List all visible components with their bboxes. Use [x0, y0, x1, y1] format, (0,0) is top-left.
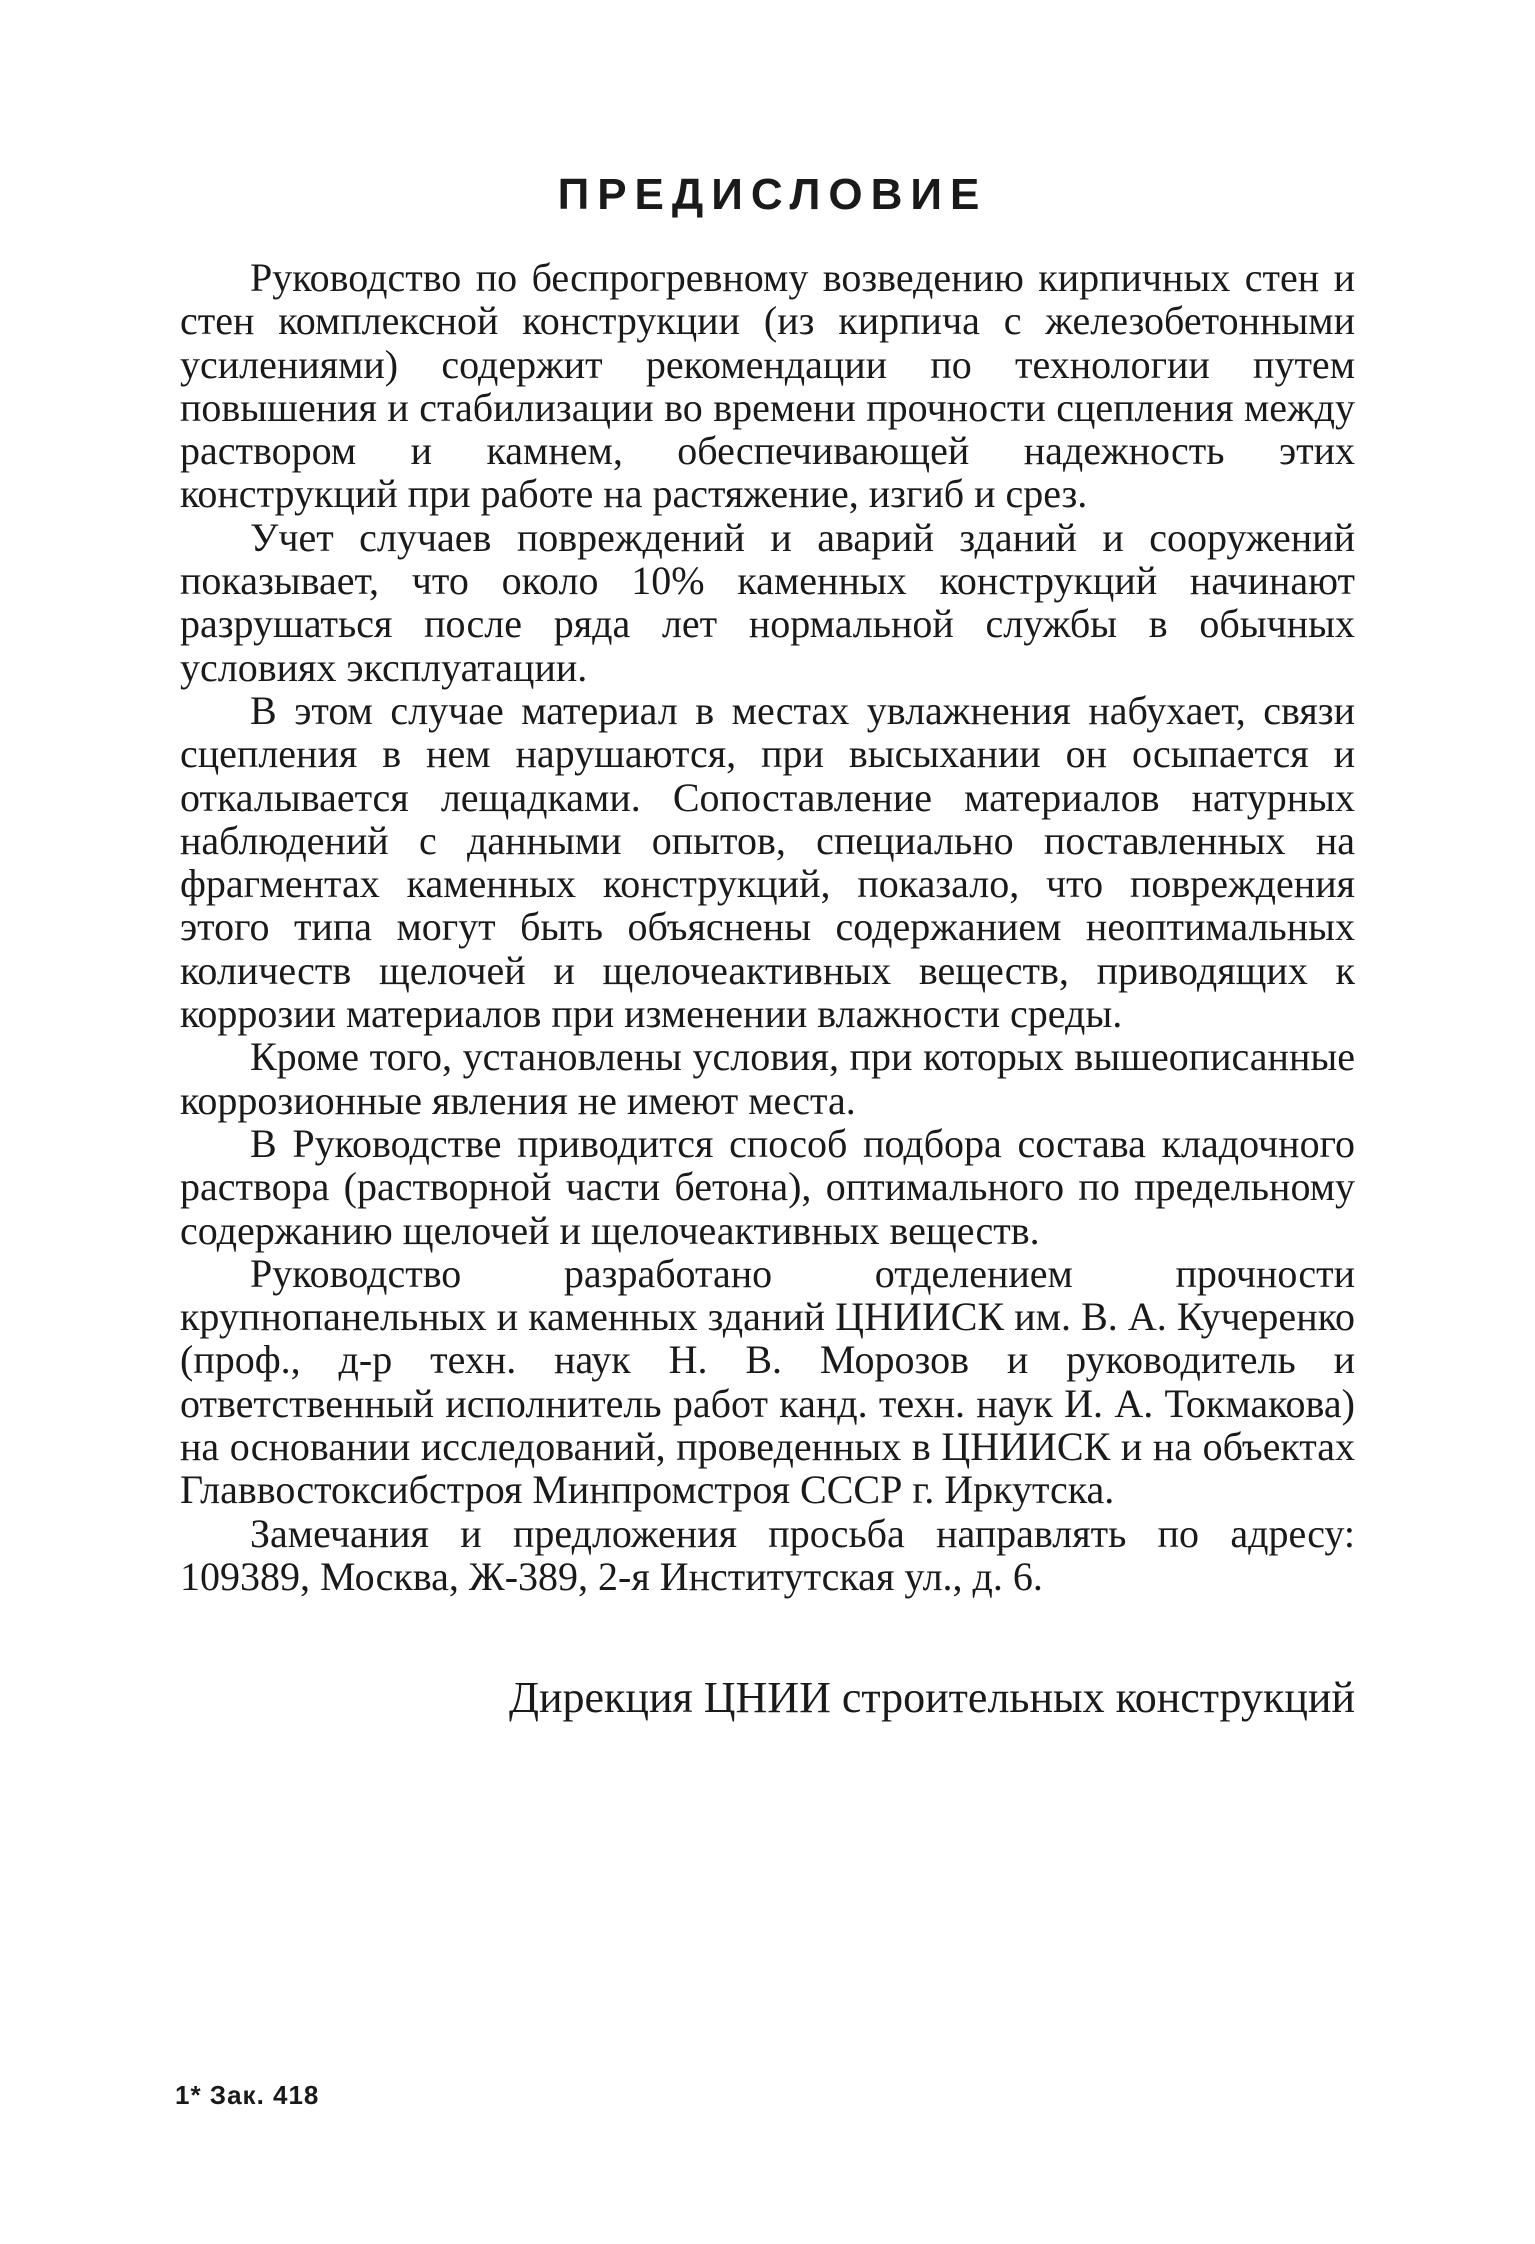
paragraph-mortar-selection: В Руководстве приводится способ подбора состава кладочного раствора (растворной части бетона), оптимального по предельному содержанию щелочей и щелочеактивных веществ. — [180, 1120, 1355, 1253]
page-title: ПРЕДИСЛОВИЕ — [557, 170, 988, 219]
paragraph-intro: Руководство по беспрогревному возведению кирпичных стен и стен комплексной конструкции (из кирпича с железобетонными усилениями) содержит рекомендации по технологии путем повышения и стабилизации во времени прочности сцепления между раствором и камнем, обеспечивающей надежность этих конструкций при работе на растяжение, изгиб и срез. — [180, 255, 1355, 517]
footer-print-note: 1* Зак. 418 — [175, 2080, 320, 2110]
signature: Дирекция ЦНИИ строительных конструкций — [508, 1673, 1355, 1723]
paragraph-contact-address: Замечания и предложения просьба направлять по адресу: 109389, Москва, Ж-389, 2-я Институтская ул., д. 6. — [180, 1510, 1355, 1599]
paragraph-corrosion-mechanism: В этом случае материал в местах увлажнения набухает, связи сцепления в нем нарушаются, при высыхании он осыпается и откалывается лещадками. Сопоставление материалов натурных наблюдений с данными опытов, специально поставленных на фрагментах каменных конструкций, показало, что повреждения этого типа могут быть объяснены содержанием неоптимальных количеств щелочей и щелочеактивных веществ, приводящих к коррозии материалов при изменении влажности среды. — [180, 687, 1355, 1037]
paragraph-authors: Руководство разработано отделением прочности крупнопанельных и каменных зданий ЦНИИСК им. В. А. Кучеренко (проф., д-р техн. наук Н. В. Морозов и руководитель и ответственный исполнитель работ канд. техн. наук И. А. Токмакова) на основании исследований, проведенных в ЦНИИСК и на объектах Главвостоксибстроя Минпромстроя СССР г. Иркутска. — [180, 1250, 1355, 1513]
paragraph-conditions: Кроме того, установлены условия, при которых вышеописанные коррозионные явления не имеют места. — [180, 1034, 1355, 1123]
paragraph-damage-statistics: Учет случаев повреждений и аварий зданий и сооружений показывает, что около 10% каменных конструкций начинают разрушаться после ряда лет нормальной службы в обычных условиях эксплуатации. — [180, 514, 1355, 690]
document-page — [180, 150, 1355, 1723]
